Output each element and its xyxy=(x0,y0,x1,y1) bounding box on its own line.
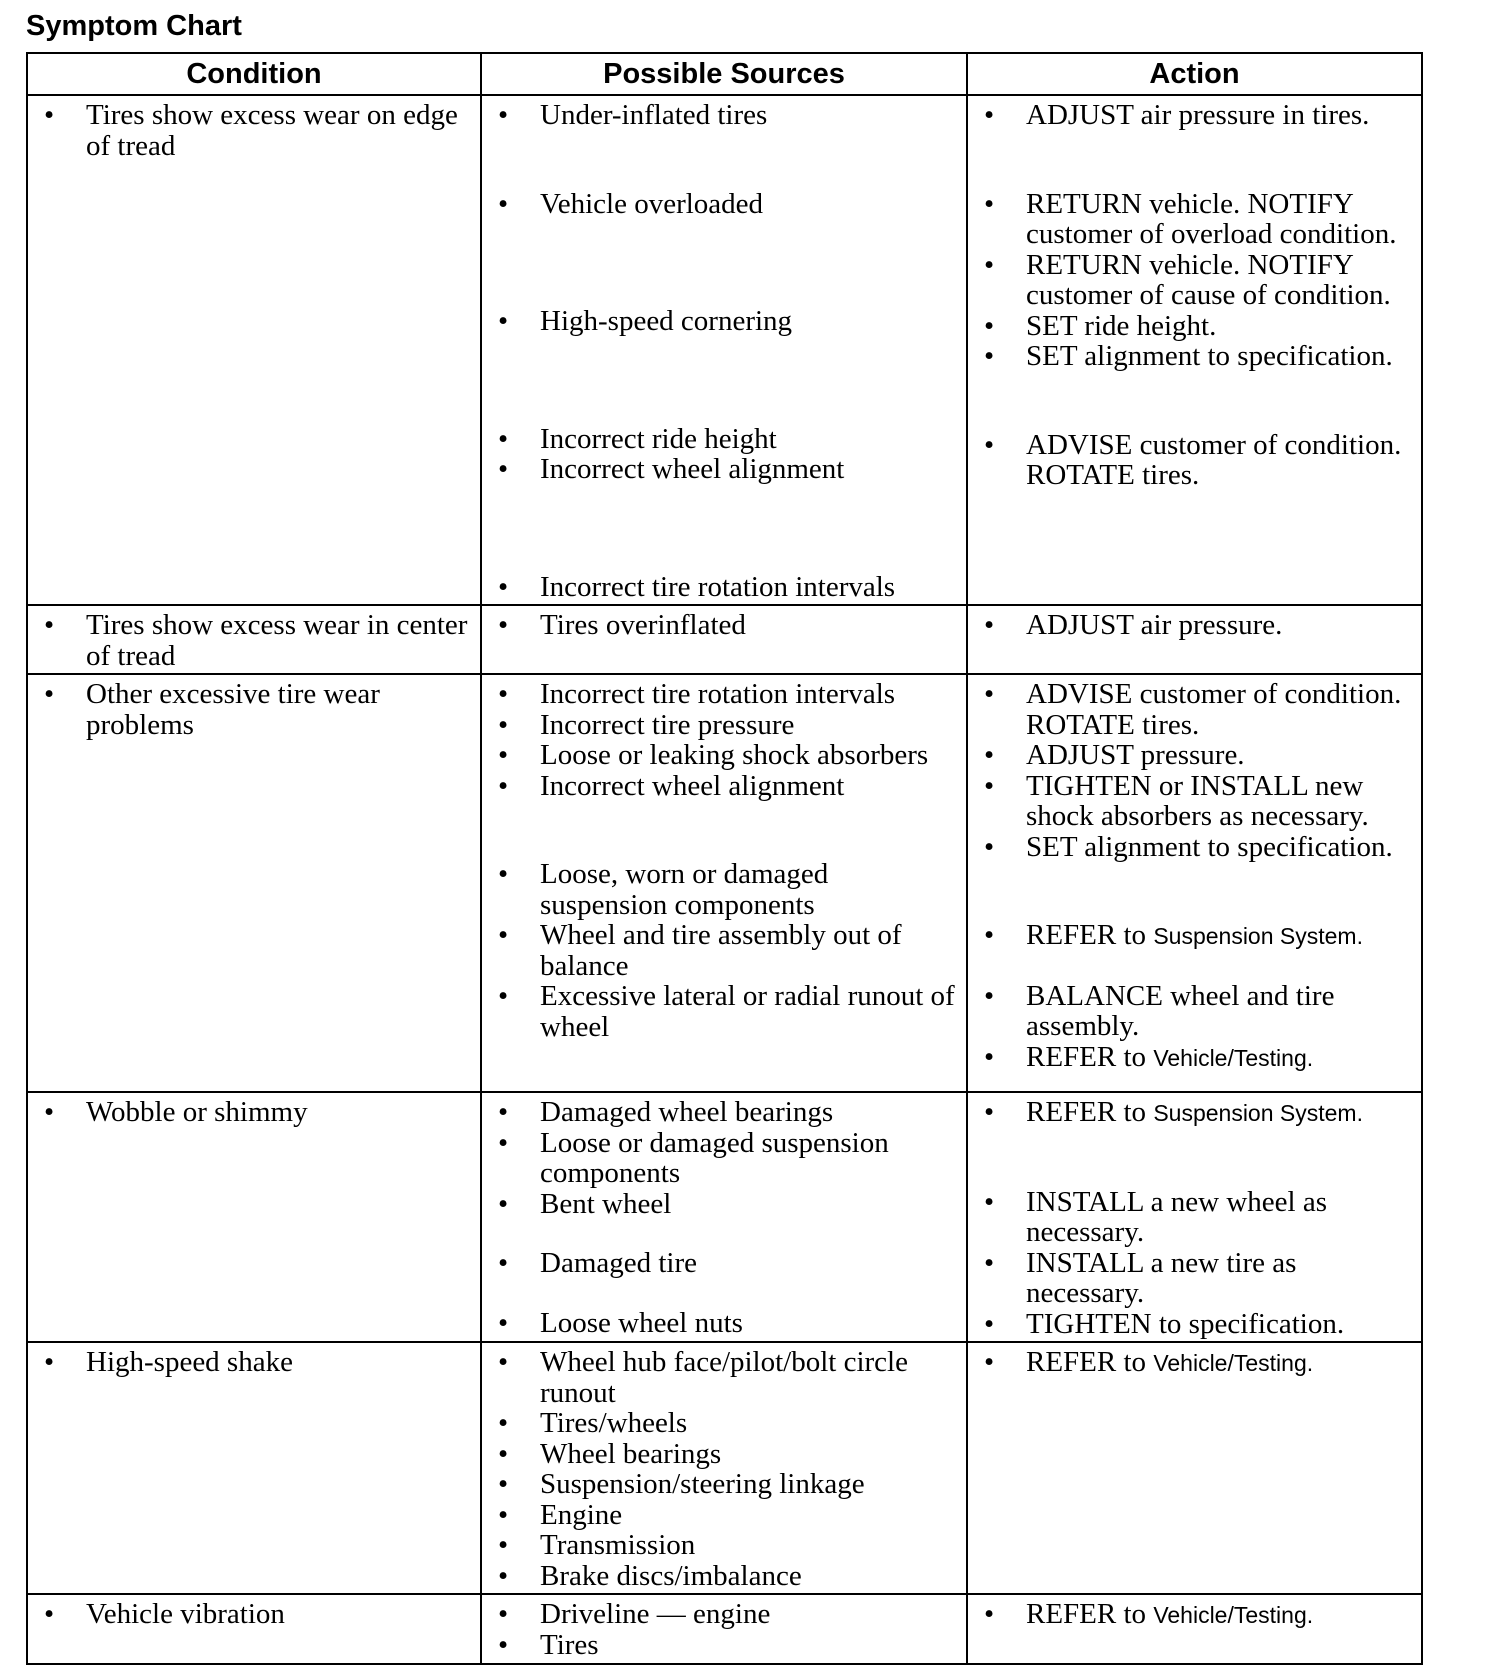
condition-text: Tires show excess wear in center of tread xyxy=(86,609,468,672)
action-item xyxy=(982,430,1413,491)
bullet-icon: • xyxy=(498,1096,509,1128)
action-item xyxy=(982,311,1413,342)
action-text: ADJUST air pressure in tires. xyxy=(1026,99,1370,131)
chart-title: Symptom Chart xyxy=(26,10,242,42)
condition-item xyxy=(42,1097,472,1128)
source-text: Loose wheel nuts xyxy=(540,1306,743,1339)
bullet-icon: • xyxy=(498,609,509,641)
action-text: TIGHTEN to specification. xyxy=(1026,1307,1345,1340)
action-item xyxy=(982,740,1413,771)
bullet-icon: • xyxy=(498,739,509,771)
source-text: Driveline — engine xyxy=(540,1598,771,1630)
action-text: TIGHTEN or INSTALL new shock absorbers as necessary. xyxy=(1026,769,1369,832)
source-item xyxy=(496,572,958,603)
bullet-icon: • xyxy=(44,609,55,641)
action-item xyxy=(982,771,1413,832)
source-text: Damaged wheel bearings xyxy=(540,1096,834,1128)
table-row xyxy=(27,1092,1422,1342)
table-row xyxy=(27,605,1422,674)
refer-prefix: REFER to xyxy=(1026,1096,1154,1128)
bullet-icon: • xyxy=(498,1247,509,1279)
bullet-icon: • xyxy=(984,309,995,342)
reference-link-text: Vehicle/Testing. xyxy=(1153,1602,1314,1628)
condition-cell xyxy=(27,1092,481,1342)
source-item xyxy=(496,1630,958,1661)
bullet-icon: • xyxy=(498,1559,509,1592)
condition-cell xyxy=(27,95,481,605)
bullet-icon: • xyxy=(984,979,995,1012)
condition-item xyxy=(42,1347,472,1378)
source-item xyxy=(496,771,958,802)
source-item xyxy=(496,1561,958,1592)
action-item xyxy=(982,1187,1413,1248)
bullet-icon: • xyxy=(498,1628,509,1661)
action-item xyxy=(982,832,1413,863)
header-condition: Condition xyxy=(27,53,481,95)
action-text: INSTALL a new tire as necessary. xyxy=(1026,1246,1297,1309)
source-item xyxy=(496,1308,958,1339)
bullet-icon: • xyxy=(498,1437,509,1470)
source-item xyxy=(496,1408,958,1439)
action-cell xyxy=(967,674,1422,1092)
reference-link-text: Vehicle/Testing. xyxy=(1153,1350,1314,1376)
action-text: ADVISE customer of condition. ROTATE tires. xyxy=(1026,428,1402,491)
bullet-icon: • xyxy=(498,980,509,1012)
sources-cell xyxy=(481,95,967,605)
bullet-icon: • xyxy=(498,187,509,220)
condition-cell xyxy=(27,605,481,674)
bullet-icon: • xyxy=(984,428,995,461)
bullet-icon: • xyxy=(984,1598,995,1630)
bullet-icon: • xyxy=(984,1096,995,1128)
action-item xyxy=(982,1309,1413,1340)
header-possible-sources: Possible Sources xyxy=(481,53,967,95)
source-item xyxy=(496,679,958,710)
action-text xyxy=(1026,1042,1413,1074)
bullet-icon: • xyxy=(44,678,55,710)
source-text: Loose or damaged suspension components xyxy=(540,1126,889,1189)
source-item xyxy=(496,1347,958,1408)
condition-cell xyxy=(27,1594,481,1664)
action-cell xyxy=(967,1342,1422,1594)
sources-cell xyxy=(481,1342,967,1594)
source-text: Tires xyxy=(540,1628,599,1661)
source-text: Brake discs/imbalance xyxy=(540,1559,802,1592)
action-item xyxy=(982,679,1413,740)
bullet-icon: • xyxy=(498,99,509,131)
sources-cell xyxy=(481,1594,967,1664)
source-text: Incorrect tire rotation intervals xyxy=(540,570,896,603)
source-text: High-speed cornering xyxy=(540,305,793,337)
bullet-icon: • xyxy=(498,422,509,455)
action-item xyxy=(982,1347,1413,1379)
bullet-icon: • xyxy=(984,609,995,641)
action-text xyxy=(1026,1097,1413,1129)
action-text: INSTALL a new wheel as necessary. xyxy=(1026,1185,1328,1248)
source-item xyxy=(496,610,958,641)
action-text xyxy=(1026,1599,1413,1631)
bullet-icon: • xyxy=(498,1529,509,1561)
reference-link-text: Suspension System. xyxy=(1153,1100,1363,1126)
action-text: SET alignment to specification. xyxy=(1026,830,1393,863)
bullet-icon: • xyxy=(984,678,995,710)
bullet-icon: • xyxy=(498,769,509,802)
action-item xyxy=(982,189,1413,250)
source-item xyxy=(496,1469,958,1500)
table-row xyxy=(27,1594,1422,1664)
bullet-icon: • xyxy=(498,1306,509,1339)
source-item xyxy=(496,859,958,920)
condition-text: Vehicle vibration xyxy=(86,1598,285,1630)
action-item xyxy=(982,100,1413,131)
source-item xyxy=(496,1500,958,1531)
bullet-icon: • xyxy=(498,1187,509,1220)
bullet-icon: • xyxy=(44,99,55,131)
action-item xyxy=(982,250,1413,311)
source-text: Vehicle overloaded xyxy=(540,187,764,220)
condition-text: Tires show excess wear on edge of tread xyxy=(86,99,458,162)
action-item xyxy=(982,1042,1413,1074)
bullet-icon: • xyxy=(498,1468,509,1500)
source-item xyxy=(496,189,958,220)
reference-link-text: Suspension System. xyxy=(1153,923,1363,949)
action-text: BALANCE wheel and tire assembly. xyxy=(1026,979,1335,1042)
sources-cell xyxy=(481,605,967,674)
condition-text: Other excessive tire wear problems xyxy=(86,678,380,741)
action-text xyxy=(1026,1347,1413,1379)
source-text: Excessive lateral or radial runout of wheel xyxy=(540,980,955,1043)
bullet-icon: • xyxy=(984,739,995,771)
sources-cell xyxy=(481,674,967,1092)
source-text: Under-inflated tires xyxy=(540,99,768,131)
condition-text: High-speed shake xyxy=(86,1346,293,1378)
action-text xyxy=(1026,920,1413,952)
bullet-icon: • xyxy=(44,1346,55,1378)
action-item xyxy=(982,610,1413,641)
source-text: Loose or leaking shock absorbers xyxy=(540,739,929,771)
refer-prefix: REFER to xyxy=(1026,919,1154,951)
source-item xyxy=(496,454,958,485)
bullet-icon: • xyxy=(984,187,995,220)
source-text: Tires overinflated xyxy=(540,609,746,641)
source-text: Loose, worn or damaged suspension components xyxy=(540,858,829,921)
bullet-icon: • xyxy=(498,453,509,485)
source-text: Transmission xyxy=(540,1529,696,1561)
action-text: ADVISE customer of condition. ROTATE tires. xyxy=(1026,678,1402,741)
source-item xyxy=(496,710,958,741)
source-text: Engine xyxy=(540,1498,623,1531)
action-item xyxy=(982,1097,1413,1129)
sources-cell xyxy=(481,1092,967,1342)
refer-prefix: REFER to xyxy=(1026,1040,1154,1073)
condition-item xyxy=(42,679,472,740)
source-item xyxy=(496,1128,958,1189)
bullet-icon: • xyxy=(498,1598,509,1630)
condition-text: Wobble or shimmy xyxy=(86,1096,308,1128)
bullet-icon: • xyxy=(498,858,509,890)
condition-item xyxy=(42,100,472,161)
header-action: Action xyxy=(967,53,1422,95)
source-item xyxy=(496,1189,958,1220)
source-text: Wheel bearings xyxy=(540,1437,722,1470)
action-text: SET ride height. xyxy=(1026,309,1217,342)
bullet-icon: • xyxy=(984,1246,995,1279)
source-text: Wheel hub face/pilot/bolt circle runout xyxy=(540,1346,908,1409)
source-item xyxy=(496,306,958,337)
action-item xyxy=(982,981,1413,1042)
table-row xyxy=(27,95,1422,605)
bullet-icon: • xyxy=(984,1346,995,1378)
source-item xyxy=(496,1097,958,1128)
bullet-icon: • xyxy=(498,708,509,741)
action-text: ADJUST air pressure. xyxy=(1026,609,1283,641)
source-text: Tires/wheels xyxy=(540,1407,688,1439)
bullet-icon: • xyxy=(498,1346,509,1378)
source-text: Incorrect wheel alignment xyxy=(540,453,845,485)
source-item xyxy=(496,1439,958,1470)
bullet-icon: • xyxy=(984,248,995,281)
bullet-icon: • xyxy=(984,1307,995,1340)
action-cell xyxy=(967,605,1422,674)
source-text: Incorrect ride height xyxy=(540,422,777,455)
bullet-icon: • xyxy=(498,678,509,710)
source-text: Wheel and tire assembly out of balance xyxy=(540,919,902,982)
action-item xyxy=(982,920,1413,952)
source-text: Suspension/steering linkage xyxy=(540,1468,865,1500)
action-item xyxy=(982,1248,1413,1309)
action-cell xyxy=(967,1594,1422,1664)
source-item xyxy=(496,1599,958,1630)
table-row xyxy=(27,1342,1422,1594)
symptom-chart-table xyxy=(26,52,1423,1665)
refer-prefix: REFER to xyxy=(1026,1598,1154,1630)
source-item xyxy=(496,100,958,131)
action-cell xyxy=(967,95,1422,605)
condition-cell xyxy=(27,1342,481,1594)
bullet-icon: • xyxy=(984,919,995,951)
source-item xyxy=(496,424,958,455)
bullet-icon: • xyxy=(44,1598,55,1630)
source-text: Incorrect wheel alignment xyxy=(540,769,845,802)
action-text: SET alignment to specification. xyxy=(1026,340,1393,372)
source-item xyxy=(496,981,958,1042)
bullet-icon: • xyxy=(498,305,509,337)
bullet-icon: • xyxy=(984,830,995,863)
bullet-icon: • xyxy=(984,769,995,802)
bullet-icon: • xyxy=(498,1407,509,1439)
refer-prefix: REFER to xyxy=(1026,1346,1154,1378)
condition-item xyxy=(42,610,472,671)
action-item xyxy=(982,341,1413,372)
source-item xyxy=(496,920,958,981)
action-cell xyxy=(967,1092,1422,1342)
condition-item xyxy=(42,1599,472,1630)
source-item xyxy=(496,1248,958,1279)
bullet-icon: • xyxy=(498,1498,509,1531)
bullet-icon: • xyxy=(44,1096,55,1128)
bullet-icon: • xyxy=(984,99,995,131)
source-text: Incorrect tire rotation intervals xyxy=(540,678,896,710)
source-text: Bent wheel xyxy=(540,1187,672,1220)
action-text: RETURN vehicle. NOTIFY customer of overload condition. xyxy=(1026,187,1397,250)
source-item xyxy=(496,1530,958,1561)
source-item xyxy=(496,740,958,771)
bullet-icon: • xyxy=(984,1040,995,1073)
source-text: Incorrect tire pressure xyxy=(540,708,795,741)
reference-link-text: Vehicle/Testing. xyxy=(1153,1044,1314,1071)
bullet-icon: • xyxy=(984,340,995,372)
action-text: RETURN vehicle. NOTIFY customer of cause of condition. xyxy=(1026,248,1391,311)
action-text: ADJUST pressure. xyxy=(1026,739,1245,771)
bullet-icon: • xyxy=(984,1185,995,1218)
source-text: Damaged tire xyxy=(540,1247,698,1279)
condition-cell xyxy=(27,674,481,1092)
bullet-icon: • xyxy=(498,570,509,603)
table-row xyxy=(27,674,1422,1092)
action-item xyxy=(982,1599,1413,1631)
header-row xyxy=(27,53,1422,95)
bullet-icon: • xyxy=(498,1126,509,1159)
bullet-icon: • xyxy=(498,919,509,951)
